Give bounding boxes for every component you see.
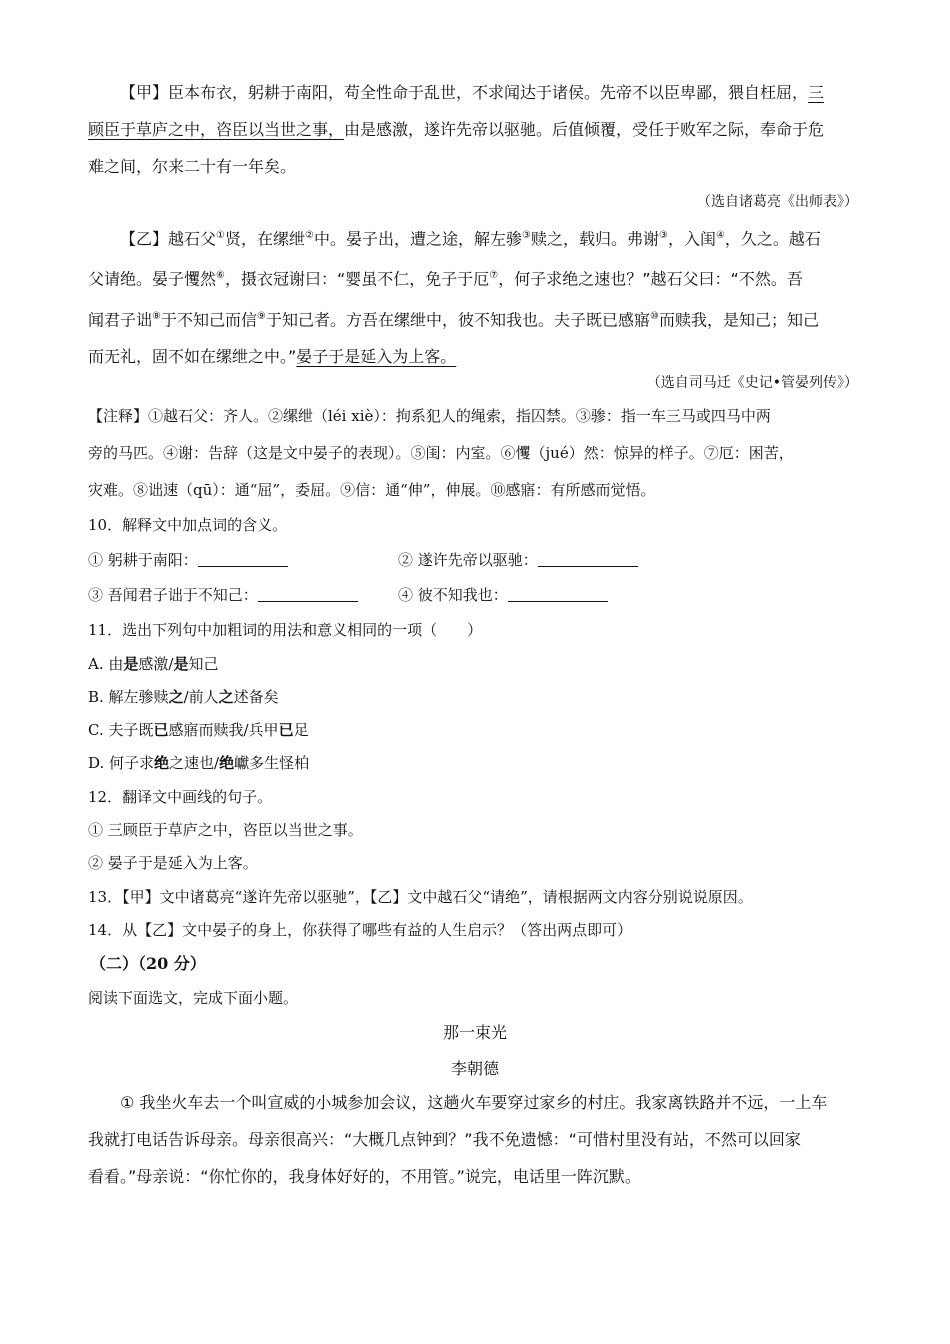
bold-word: 已 [153, 721, 169, 739]
q12-item-1: ① 三顾臣于草庐之中，咨臣以当世之事。 [88, 821, 363, 839]
bold-word: 绝 [219, 754, 235, 772]
yi-text: 于不知己而信 [160, 309, 257, 329]
question-12-title: 12．翻译文中画线的句子。 [88, 788, 273, 806]
question-11-title: 11．选出下列句中加粗词的用法和意义相同的一项（ ） [88, 621, 483, 639]
yi-text: 贤，在缧绁 [224, 229, 305, 249]
q10-item-4 [398, 584, 608, 605]
note-line: 旁的马匹。④谢：告辞（这是文中晏子的表现）。⑤闺：内室。⑥戄（jué）然：惊异的样子。⑦厄：困苦， [88, 444, 794, 462]
footnote-mark: ⑨ [257, 310, 266, 322]
jia-line2: 由是感激，遂许先帝以驱驰。后值倾覆，受任于败军之际，奉命于危 [344, 120, 825, 139]
bold-word: 之 [218, 688, 234, 706]
jia-line1: 【甲】臣本布衣，躬耕于南阳，苟全性命于乱世，不求闻达于诸侯。先帝不以臣卑鄙，猥自枉屈， [120, 83, 809, 102]
answer-blank[interactable] [198, 552, 288, 567]
q10-prompt: ③ 吾闻君子诎于不知己： [88, 586, 258, 604]
paragraph-line: 看看。”母亲说：“你忙你的，我身体好好的，不用管。”说完，电话里一阵沉默。 [88, 1167, 641, 1186]
option-text: D. 何子求 [88, 754, 155, 772]
annotations [88, 398, 878, 509]
option-text: 感寤而赎我/兵甲 [168, 721, 279, 739]
yi-text: 【乙】越石父 [120, 229, 217, 249]
q11-option-d[interactable] [88, 752, 309, 773]
q10-item-3 [88, 584, 358, 605]
jia-source: （选自诸葛亮《出师表》） [697, 194, 858, 210]
yi-text: 于知己者。方吾在缧绁中，彼不知我也。夫子既已感寤 [265, 309, 650, 329]
q10-prompt: ④ 彼不知我也： [398, 586, 508, 604]
yi-text: ，久之。越石 [724, 229, 821, 249]
paragraph-line: 我就打电话告诉母亲。母亲很高兴：“大概几点钟到？”我不免遗憾：“可惜村里没有站，不然可以回家 [88, 1130, 801, 1149]
footnote-mark: ⑩ [649, 310, 659, 322]
option-text: A. 由 [88, 655, 124, 673]
paragraph-line: ① 我坐火车去一个叫宣威的小城参加会议，这趟火车要穿过家乡的村庄。我家离铁路并不远，一上车 [120, 1093, 828, 1112]
question-13: 13．【甲】文中诸葛亮“遂许先帝以驱驰”，【乙】文中越石父“请绝”，请根据两文内容分别说说原因。 [88, 888, 753, 906]
jia-underlined-sentence: 顾臣于草庐之中，咨臣以当世之事， [88, 120, 345, 139]
yi-underlined-sentence: 晏子于是延入为上客。 [296, 346, 457, 366]
option-text: C. 夫子既 [88, 721, 154, 739]
section-2-heading: （二）（20 分） [90, 954, 206, 973]
option-text: 之速也/ [169, 754, 220, 772]
passage-yi [88, 217, 868, 375]
reading-instruction: 阅读下面选文，完成下面小题。 [88, 989, 299, 1007]
footnote-mark: ② [305, 230, 314, 241]
footnote-mark: ④ [715, 230, 725, 241]
q10-prompt: ② 遂许先帝以驱驰： [398, 551, 538, 569]
jia-underlined-start: 三 [808, 83, 825, 102]
question-10-title: 10．解释文中加点词的含义。 [88, 516, 288, 534]
yi-text: ，入闺 [667, 229, 716, 249]
yi-text: 而无礼，固不如在缧绁之中。” [88, 346, 297, 366]
option-text: 知己 [188, 655, 219, 673]
q10-prompt: ① 躬耕于南阳： [88, 551, 198, 569]
answer-blank[interactable] [508, 587, 608, 602]
article-author: 李朝德 [450, 1059, 499, 1078]
article-paragraph-1 [88, 1084, 868, 1195]
footnote-mark: ⑦ [489, 270, 499, 282]
bold-word: 是 [123, 655, 139, 673]
yi-text: 父请绝。晏子戄然 [88, 269, 217, 289]
yi-text: ，摄衣冠谢曰：“婴虽不仁，免子于厄 [224, 269, 490, 289]
answer-blank[interactable] [258, 587, 358, 602]
q11-option-b[interactable] [88, 686, 279, 707]
q10-item-1 [88, 549, 288, 570]
note-line: 【注释】①越石父：齐人。②缧绁（léi xiè）：拘系犯人的绳索，指囚禁。③骖：指一车三马或四马中两 [88, 407, 771, 425]
footnote-mark: ③ [658, 230, 668, 241]
yi-text: 闻君子诎 [88, 309, 153, 329]
option-text: /前人 [183, 688, 219, 706]
yi-text: 而赎我，是知己；知己 [658, 309, 819, 329]
jia-line3: 难之间，尔来二十有一年矣。 [88, 157, 297, 176]
bold-word: 绝 [154, 754, 170, 772]
footnote-mark: ③ [521, 230, 531, 241]
bold-word: 之 [168, 688, 184, 706]
article-title: 那一束光 [442, 1023, 507, 1042]
footnote-mark: ⑥ [216, 270, 225, 282]
q12-item-2: ② 晏子于是延入为上客。 [88, 854, 258, 872]
bold-word: 已 [278, 721, 294, 739]
bold-word: 是 [173, 655, 189, 673]
option-text: 巘多生怪柏 [234, 754, 310, 772]
yi-text: 中。晏子出，遭之途，解左骖 [313, 229, 522, 249]
q10-item-2 [398, 549, 638, 570]
answer-blank[interactable] [538, 552, 638, 567]
question-14: 14．从【乙】文中晏子的身上，你获得了哪些有益的人生启示？（答出两点即可） [88, 921, 633, 939]
option-text: 述备矣 [233, 688, 279, 706]
yi-text: 赎之，载归。弗谢 [530, 229, 659, 249]
footnote-mark: ① [216, 230, 225, 241]
footnote-mark: ⑧ [152, 310, 161, 322]
yi-source: （选自司马迁《史记•管晏列传》） [646, 375, 858, 391]
q11-option-a[interactable] [88, 653, 218, 674]
yi-text: ，何子求绝之速也？”越石父曰：“不然。吾 [498, 269, 803, 289]
option-text: B. 解左骖赎 [88, 688, 169, 706]
passage-jia [88, 74, 868, 185]
note-line: 灾难。⑧诎速（qū）：通“屈”，委屈。⑨信：通“伸”，伸展。⑩感寤：有所感而觉悟。 [88, 481, 656, 499]
option-text: 感激/ [138, 655, 174, 673]
option-text: 足 [293, 721, 309, 739]
q11-option-c[interactable] [88, 719, 309, 740]
